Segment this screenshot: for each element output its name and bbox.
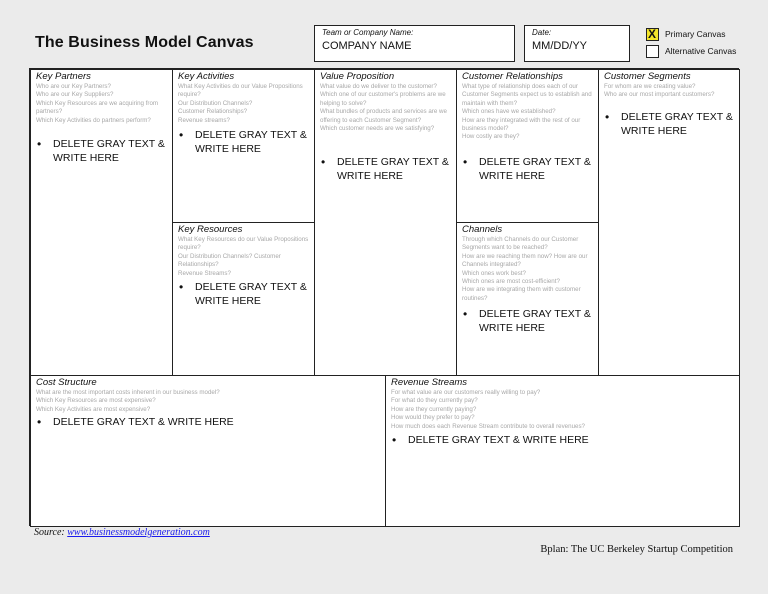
team-name-field[interactable] — [314, 25, 515, 62]
key-resources-help: What Key Resources do our Value Propositions require? Our Distribution Channels? Customer Relationships? Revenue Streams? — [178, 236, 309, 277]
value-proposition-block[interactable] — [314, 69, 457, 376]
alternative-canvas-label: Alternative Canvas — [665, 46, 737, 56]
channels-help: Through which Channels do our Customer Segments want to be reached? How are we reaching them now? How are our Channels integrated? Which ones work best? Which ones are most cost-efficient? How are we integrating them with customer routines? — [462, 236, 588, 302]
revenue-streams-block[interactable] — [385, 375, 740, 527]
cost-structure-block[interactable] — [30, 375, 386, 527]
footer-credit: Bplan: The UC Berkeley Startup Competition — [540, 544, 733, 555]
team-name-value: COMPANY NAME — [322, 40, 412, 52]
page-title: The Business Model Canvas — [35, 34, 254, 51]
alternative-canvas-checkbox[interactable] — [646, 45, 659, 58]
channels-title: Channels — [462, 224, 503, 235]
channels-bullet[interactable]: • DELETE GRAY TEXT & WRITE HERE — [462, 308, 595, 335]
key-partners-help: Who are our Key Partners? Who are our Key Suppliers? Which Key Resources are we acquiring from partners? Which Key Activities do partners perform? — [36, 83, 159, 124]
key-partners-bullet[interactable]: • DELETE GRAY TEXT & WRITE HERE — [36, 138, 169, 165]
customer-relationships-help: What type of relationship does each of our Customer Segments expect us to establish and maintain with them? Which ones have we established? How are they integrated with the rest of our business model? How costly are they? — [462, 83, 592, 141]
key-resources-title: Key Resources — [178, 224, 243, 235]
revenue-streams-bullet[interactable]: • DELETE GRAY TEXT & WRITE HERE — [391, 434, 736, 448]
primary-canvas-checkbox[interactable] — [646, 28, 659, 41]
date-value: MM/DD/YY — [532, 40, 587, 52]
key-activities-title: Key Activities — [178, 71, 235, 82]
customer-segments-bullet[interactable]: • DELETE GRAY TEXT & WRITE HERE — [604, 111, 736, 138]
value-proposition-help: What value do we deliver to the customer? Which one of our customer's problems are we helping to solve? What bundles of products and services are we offering to each Customer Segment? Which customer needs are we satisfying? — [320, 83, 447, 133]
revenue-streams-title: Revenue Streams — [391, 377, 468, 388]
team-name-label: Team or Company Name: — [322, 28, 414, 37]
revenue-streams-help: For what value are our customers really willing to pay? For what do they currently pay? How are they currently paying? How would they prefer to pay? How much does each Revenue Stream contribute to overall revenues? — [391, 389, 585, 430]
key-activities-bullet[interactable]: • DELETE GRAY TEXT & WRITE HERE — [178, 129, 311, 156]
customer-segments-title: Customer Segments — [604, 71, 691, 82]
customer-relationships-bullet[interactable]: • DELETE GRAY TEXT & WRITE HERE — [462, 156, 595, 183]
source-label: Source: — [34, 527, 65, 538]
customer-segments-help: For whom are we creating value? Who are our most important customers? — [604, 83, 715, 99]
date-field[interactable] — [524, 25, 630, 62]
source-line — [34, 527, 210, 538]
key-activities-help: What Key Activities do our Value Propositions require? Our Distribution Channels? Customer Relationships? Revenue streams? — [178, 83, 303, 124]
key-resources-block[interactable] — [172, 222, 315, 376]
key-activities-block[interactable] — [172, 69, 315, 223]
customer-segments-block[interactable] — [598, 69, 740, 376]
checkmark-x-icon: X — [648, 27, 657, 41]
cost-structure-help: What are the most important costs inherent in our business model? Which Key Resources are most expensive? Which Key Activities are most expensive? — [36, 389, 220, 413]
customer-relationships-title: Customer Relationships — [462, 71, 563, 82]
canvas-grid — [29, 68, 739, 526]
key-partners-title: Key Partners — [36, 71, 91, 82]
value-proposition-title: Value Proposition — [320, 71, 395, 82]
key-resources-bullet[interactable]: • DELETE GRAY TEXT & WRITE HERE — [178, 281, 311, 308]
primary-canvas-label: Primary Canvas — [665, 29, 726, 39]
key-partners-block[interactable] — [30, 69, 173, 376]
cost-structure-title: Cost Structure — [36, 377, 97, 388]
customer-relationships-block[interactable] — [456, 69, 599, 223]
date-label: Date: — [532, 28, 552, 37]
value-proposition-bullet[interactable]: • DELETE GRAY TEXT & WRITE HERE — [320, 156, 453, 183]
channels-block[interactable] — [456, 222, 599, 376]
cost-structure-bullet[interactable]: • DELETE GRAY TEXT & WRITE HERE — [36, 416, 382, 430]
source-link[interactable]: www.businessmodelgeneration.com — [67, 527, 210, 538]
